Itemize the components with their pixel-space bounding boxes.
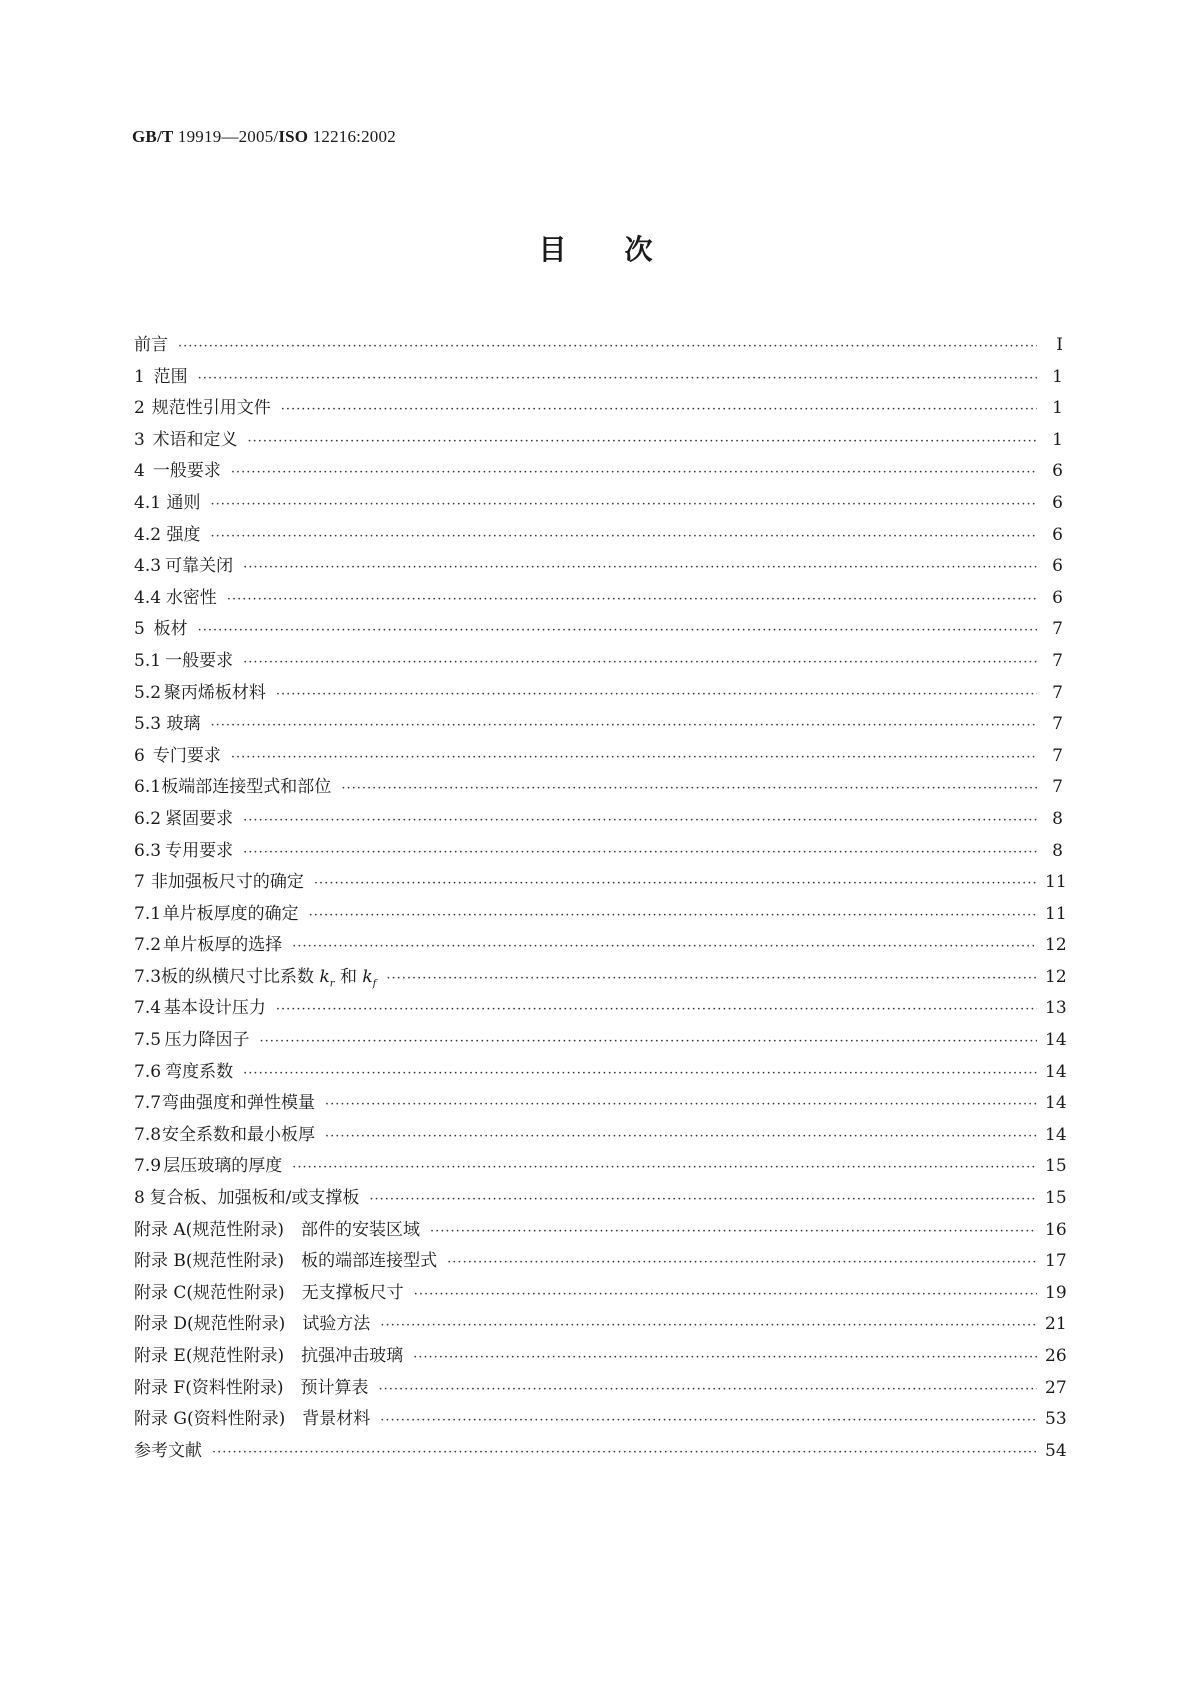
toc-entry[interactable] [134, 1151, 1067, 1183]
toc-entry-label [134, 1404, 370, 1436]
toc-entry-page: 7 [1052, 777, 1063, 798]
toc-entry-label-text: 板端部连接型式和部位 [161, 777, 332, 798]
toc-entry-number: 6.3 [134, 840, 162, 861]
dot-leader [447, 1247, 1037, 1279]
toc-entry-label [166, 709, 200, 741]
toc-entry-page: 11 [1045, 872, 1067, 893]
toc-entry[interactable] [134, 1088, 1067, 1120]
dot-leader [243, 647, 1037, 679]
toc-entry-number: 4.2 [134, 524, 162, 545]
toc-entry-number: 5.2 [134, 682, 162, 703]
toc-entry-label-text: 压力降因子 [164, 1030, 250, 1051]
toc-entry-page: 13 [1045, 998, 1067, 1019]
toc-entry-page: 6 [1052, 492, 1063, 513]
toc-entry-label-text: 术语和定义 [152, 429, 238, 450]
toc-entry[interactable] [134, 1057, 1067, 1089]
dot-leader [292, 1152, 1037, 1184]
dot-leader [198, 615, 1037, 647]
dot-leader [243, 1058, 1037, 1090]
toc-entry[interactable] [134, 1404, 1067, 1436]
toc-entry-label-text: 基本设计压力 [163, 998, 266, 1019]
toc-entry-label [153, 741, 221, 773]
dot-leader [260, 1026, 1037, 1058]
toc-entry[interactable] [134, 330, 1063, 362]
toc-entry-label [134, 330, 168, 362]
standard-prefix: GB/T [132, 127, 174, 146]
toc-entry-number: 1 [134, 366, 145, 387]
toc-entry-number: 7.8 [134, 1124, 162, 1145]
toc-entry-label [166, 488, 200, 520]
toc-entry-label-text: 单片板厚度的确定 [162, 903, 299, 924]
iso-prefix: ISO [278, 127, 309, 146]
toc-entry-label-text: 单片板厚的选择 [163, 935, 283, 956]
toc-entry[interactable] [134, 1341, 1067, 1373]
toc-entry-label-text: 层压玻璃的厚度 [163, 1156, 283, 1177]
table-of-contents [134, 330, 1067, 1467]
toc-entry-number: 5.1 [134, 650, 162, 671]
toc-entry-number: 5 [134, 619, 145, 640]
toc-entry-page: 54 [1045, 1440, 1067, 1461]
toc-entry-label-text: 非加强板尺寸的确定 [150, 872, 304, 893]
document-header [132, 127, 396, 147]
toc-entry-page: I [1056, 335, 1063, 355]
toc-entry-label [134, 1215, 420, 1247]
dot-leader [413, 1342, 1037, 1374]
toc-entry-page: 26 [1045, 1346, 1067, 1366]
toc-entry-page: 11 [1045, 903, 1067, 924]
toc-entry-number: 4.4 [134, 587, 162, 608]
toc-entry-label-text: 一般要求 [165, 650, 234, 671]
toc-entry-label-text: 板材 [153, 619, 188, 640]
toc-entry-label [166, 583, 217, 615]
toc-entry[interactable] [134, 488, 1063, 520]
toc-entry-number: 6 [134, 745, 145, 766]
toc-entry[interactable] [134, 583, 1063, 615]
toc-entry[interactable] [134, 614, 1063, 646]
toc-entry-label [165, 551, 233, 583]
toc-entry-number: 6.1 [134, 777, 162, 798]
toc-entry[interactable] [134, 962, 1067, 994]
toc-entry-number: 7.2 [134, 935, 162, 956]
dot-leader [378, 1374, 1037, 1406]
toc-entry-page: 12 [1045, 935, 1067, 956]
toc-entry-number: 7.1 [134, 903, 162, 924]
math-subscript: r [329, 978, 335, 990]
toc-entry-label [152, 393, 271, 425]
toc-entry-label [150, 1183, 360, 1215]
toc-entry-number: 7.6 [134, 1061, 162, 1082]
toc-entry-number: 3 [134, 429, 145, 450]
toc-entry-page: 8 [1052, 840, 1063, 861]
toc-entry[interactable] [134, 772, 1063, 804]
toc-title: 目次 [538, 233, 711, 266]
toc-entry-page: 15 [1045, 1188, 1067, 1209]
toc-entry-label [164, 993, 266, 1025]
toc-entry-label-text: 弯度系数 [165, 1061, 234, 1082]
toc-entry[interactable] [134, 804, 1063, 836]
toc-entry[interactable] [134, 1309, 1067, 1341]
toc-entry-label-text: 水密性 [165, 587, 217, 608]
toc-entry-label [154, 614, 188, 646]
toc-entry[interactable] [134, 646, 1063, 678]
toc-entry-number: 7.5 [134, 1030, 162, 1051]
toc-entry-label [154, 362, 188, 394]
toc-entry-label-text: 紧固要求 [165, 808, 234, 829]
toc-entry-label [161, 772, 331, 804]
toc-entry-number: 4.1 [134, 492, 162, 513]
toc-entry-label-text: 专用要求 [165, 840, 234, 861]
toc-entry[interactable] [134, 1373, 1067, 1405]
toc-entry-label [165, 836, 233, 868]
toc-entry-label [165, 1025, 250, 1057]
math-symbol-k: k [319, 966, 330, 987]
toc-entry-page: 19 [1045, 1282, 1067, 1303]
dot-leader [243, 552, 1037, 584]
toc-entry[interactable] [134, 1183, 1067, 1215]
dot-leader [231, 457, 1037, 489]
conjunction-text: 和 [339, 966, 357, 987]
toc-entry-page: 16 [1045, 1219, 1067, 1240]
toc-entry-page: 21 [1045, 1314, 1067, 1335]
toc-entry[interactable] [134, 867, 1067, 899]
toc-entry-label-text: 安全系数和最小板厚 [161, 1124, 315, 1145]
toc-entry-number: 6.2 [134, 808, 162, 829]
toc-entry-page: 7 [1052, 650, 1063, 671]
toc-entry-label [152, 425, 237, 457]
toc-entry[interactable] [134, 1025, 1067, 1057]
dot-leader [212, 1437, 1037, 1469]
toc-entry-number: 7 [134, 872, 145, 893]
toc-entry-page: 1 [1052, 429, 1063, 450]
toc-entry-number: 5.3 [134, 714, 162, 735]
toc-entry-number: 2 [134, 398, 145, 419]
toc-entry-label [151, 867, 304, 899]
toc-entry-label [165, 1057, 233, 1089]
math-subscript: f [372, 978, 377, 990]
toc-entry-page: 7 [1052, 714, 1063, 735]
toc-entry-number: 7.9 [134, 1156, 162, 1177]
dot-leader [178, 331, 1037, 363]
dot-leader [430, 1216, 1037, 1248]
toc-entry-number: 8 [134, 1188, 145, 1209]
dot-leader [210, 521, 1037, 553]
toc-entry-label [134, 1373, 368, 1405]
dot-leader [210, 710, 1037, 742]
toc-entry-label-text: 范围 [153, 366, 188, 387]
toc-entry-number: 7.4 [134, 998, 162, 1019]
toc-entry-page: 7 [1052, 745, 1063, 766]
toc-entry-label-text: 聚丙烯板材料 [163, 682, 266, 703]
math-symbol-k: k [362, 966, 373, 987]
toc-entry-label [164, 678, 266, 710]
toc-entry-label-text: 参考文献 [134, 1440, 202, 1461]
toc-entry-label-text: 规范性引用文件 [151, 398, 271, 419]
toc-entry[interactable] [134, 1246, 1067, 1278]
toc-entry-page: 6 [1052, 461, 1063, 482]
toc-entry-label [166, 520, 200, 552]
toc-entry-page: 6 [1052, 587, 1063, 608]
dot-leader [341, 773, 1037, 805]
toc-entry-label-text: 附录 B(规范性附录) 板的端部连接型式 [134, 1251, 438, 1272]
toc-entry-page: 14 [1045, 1030, 1067, 1051]
toc-entry-label-text: 复合板、加强板和/或支撑板 [149, 1188, 360, 1209]
iso-number: 12216:2002 [312, 127, 396, 146]
dot-leader [231, 742, 1037, 774]
toc-entry[interactable] [134, 551, 1063, 583]
toc-entry[interactable] [134, 425, 1063, 457]
toc-entry-label [165, 804, 233, 836]
toc-entry[interactable] [134, 393, 1063, 425]
toc-entry-page: 14 [1045, 1061, 1067, 1082]
toc-entry-label [162, 1088, 315, 1120]
toc-entry[interactable] [134, 1436, 1067, 1468]
toc-entry-label-text: 专门要求 [152, 745, 221, 766]
toc-entry-page: 12 [1045, 966, 1067, 987]
toc-entry-label-text: 附录 G(资料性附录) 背景材料 [134, 1409, 371, 1430]
toc-entry-label [165, 646, 233, 678]
toc-entry-label [163, 930, 282, 962]
toc-entry[interactable] [134, 1215, 1067, 1247]
toc-entry[interactable] [134, 520, 1063, 552]
toc-entry-label-text: 板的纵横尺寸比系数 [161, 966, 315, 987]
toc-entry-page: 8 [1052, 808, 1063, 829]
toc-entry-label [134, 1309, 370, 1341]
toc-entry-page: 1 [1052, 366, 1063, 387]
toc-entry-page: 6 [1052, 556, 1063, 577]
dot-leader [369, 1184, 1037, 1216]
dot-leader [414, 1279, 1037, 1311]
toc-entry-label-text: 附录 E(规范性附录) 抗强冲击玻璃 [134, 1346, 404, 1366]
dot-leader [292, 931, 1037, 963]
toc-entry-page: 7 [1052, 619, 1063, 640]
toc-entry-label-text: 可靠关闭 [165, 556, 234, 577]
toc-entry[interactable] [134, 836, 1063, 868]
dot-leader [309, 900, 1037, 932]
toc-entry-label-text: 通则 [166, 492, 201, 513]
toc-entry-label-text: 强度 [166, 524, 201, 545]
dot-leader [380, 1310, 1037, 1342]
dot-leader [247, 426, 1037, 458]
toc-entry-label [134, 1278, 404, 1310]
toc-entry-label [134, 1436, 202, 1468]
toc-entry-label-text: 附录 C(规范性附录) 无支撑板尺寸 [134, 1282, 404, 1303]
dot-leader [314, 868, 1037, 900]
toc-entry-label-text: 附录 A(规范性附录) 部件的安装区域 [134, 1219, 420, 1240]
toc-entry-page: 6 [1052, 524, 1063, 545]
toc-entry-page: 14 [1045, 1093, 1067, 1114]
toc-entry[interactable] [134, 456, 1063, 488]
toc-entry-page: 17 [1045, 1251, 1067, 1272]
toc-entry[interactable] [134, 1278, 1067, 1310]
dot-leader [276, 679, 1037, 711]
toc-entry-label [162, 1120, 315, 1152]
toc-entry-page: 1 [1052, 398, 1063, 419]
toc-entry-label-text: 玻璃 [166, 714, 201, 735]
dot-leader [227, 584, 1037, 616]
toc-entry-number: 7.7 [134, 1093, 162, 1114]
toc-entry-label-text: 附录 D(规范性附录) 试验方法 [134, 1314, 371, 1335]
dot-leader [386, 963, 1037, 995]
standard-number: 19919—2005/ [177, 127, 279, 146]
dot-leader [243, 837, 1037, 869]
toc-entry-label [163, 1151, 282, 1183]
dot-leader [380, 1405, 1037, 1437]
toc-entry-number: 7.3 [134, 966, 162, 987]
dot-leader [210, 489, 1037, 521]
toc-entry[interactable] [134, 899, 1067, 931]
dot-leader [281, 394, 1037, 426]
toc-entry-page: 27 [1045, 1377, 1067, 1398]
toc-entry-page: 7 [1052, 682, 1063, 703]
toc-entry-label [153, 456, 221, 488]
dot-leader [325, 1089, 1037, 1121]
dot-leader [276, 994, 1037, 1026]
toc-entry-label [134, 1246, 437, 1278]
dot-leader [243, 805, 1037, 837]
toc-entry-label [134, 1341, 403, 1373]
dot-leader [198, 363, 1037, 395]
toc-entry-page: 53 [1045, 1409, 1067, 1430]
toc-entry-number: 4.3 [134, 556, 162, 577]
toc-entry-label [163, 899, 299, 931]
toc-entry[interactable] [134, 741, 1063, 773]
toc-entry-label-text: 附录 F(资料性附录) 预计算表 [134, 1377, 369, 1398]
toc-entry[interactable] [134, 362, 1063, 394]
toc-entry-label-text: 前言 [134, 335, 168, 355]
toc-entry[interactable] [134, 930, 1067, 962]
toc-entry[interactable] [134, 678, 1063, 710]
dot-leader [325, 1121, 1037, 1153]
toc-entry-page: 14 [1045, 1124, 1067, 1145]
toc-entry[interactable] [134, 709, 1063, 741]
toc-entry[interactable] [134, 1120, 1067, 1152]
toc-entry-page: 15 [1045, 1156, 1067, 1177]
toc-entry-label-text: 弯曲强度和弹性模量 [161, 1093, 315, 1114]
toc-entry-number: 4 [134, 461, 145, 482]
toc-entry-label-text: 一般要求 [152, 461, 221, 482]
